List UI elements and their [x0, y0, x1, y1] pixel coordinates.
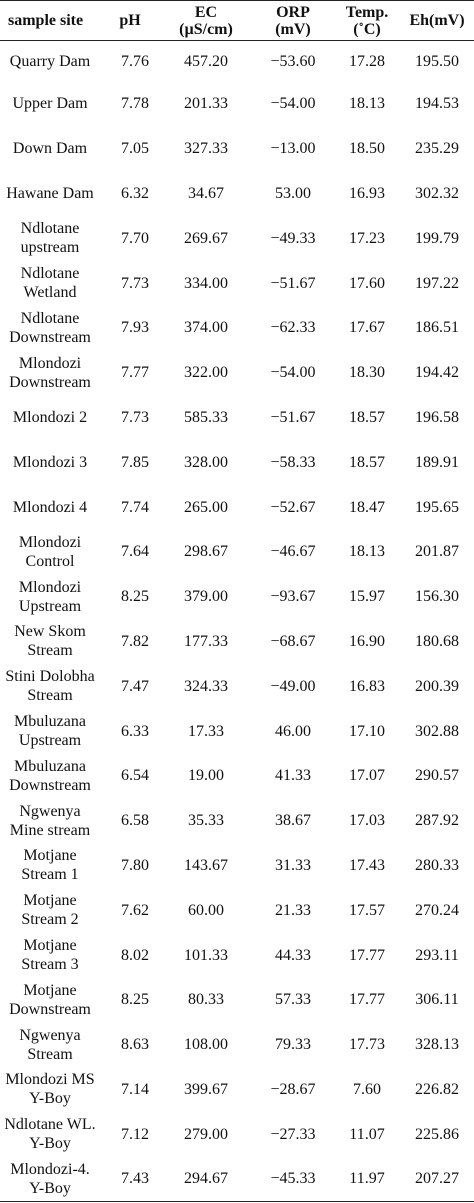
- cell-ec: 322.00: [184, 364, 228, 382]
- table-row: [0, 126, 474, 171]
- cell-eh: 195.65: [415, 498, 459, 516]
- cell-eh: 270.24: [415, 901, 459, 919]
- cell-site: Ndlotane Wetland: [20, 265, 80, 302]
- cell-ph: 7.64: [121, 543, 149, 561]
- cell-orp: 57.33: [275, 991, 311, 1009]
- cell-orp: 21.33: [275, 901, 311, 919]
- cell-eh: 201.87: [415, 543, 459, 561]
- cell-temp: 15.97: [349, 588, 385, 606]
- cell-orp: −52.67: [270, 498, 316, 516]
- cell-temp: 16.90: [349, 632, 385, 650]
- cell-eh: 293.11: [415, 946, 459, 964]
- table-row: [0, 798, 474, 843]
- cell-ph: 7.82: [121, 632, 149, 650]
- cell-site: Motjane Stream 2: [21, 892, 79, 929]
- table-row: [0, 305, 474, 350]
- cell-site: Motjane Stream 1: [21, 847, 79, 884]
- cell-temp: 18.13: [349, 95, 385, 113]
- cell-temp: 16.93: [349, 184, 385, 202]
- cell-ph: 6.54: [121, 767, 149, 785]
- cell-site: Ngwenya Mine stream: [9, 802, 91, 839]
- cell-temp: 17.57: [349, 901, 385, 919]
- cell-site: Mlondozi 3: [12, 453, 88, 471]
- header-temp: [334, 1, 400, 41]
- cell-ph: 7.73: [121, 408, 149, 426]
- cell-ec: 34.67: [188, 184, 224, 202]
- cell-site: Ndlotane upstream: [20, 220, 80, 257]
- cell-ph: 7.70: [121, 229, 149, 247]
- cell-eh: 196.58: [415, 408, 459, 426]
- header-orp-label: ORP: [276, 3, 310, 21]
- cell-temp: 17.28: [349, 52, 385, 70]
- cell-site: Mlondozi-4. Y-Boy: [10, 1160, 90, 1197]
- cell-eh: 287.92: [415, 812, 459, 830]
- cell-ph: 7.74: [121, 498, 149, 516]
- cell-orp: −49.00: [270, 677, 316, 695]
- cell-temp: 18.13: [349, 543, 385, 561]
- cell-temp: 17.07: [349, 767, 385, 785]
- table-row: [0, 1157, 474, 1202]
- cell-ph: 7.78: [121, 95, 149, 113]
- cell-temp: 17.77: [349, 946, 385, 964]
- cell-ec: 279.00: [184, 1125, 228, 1143]
- cell-site: Mlondozi Downstream: [9, 354, 91, 391]
- table-row: [0, 440, 474, 485]
- cell-temp: 17.03: [349, 812, 385, 830]
- cell-site: Mlondozi 4: [12, 498, 88, 516]
- cell-orp: −51.67: [270, 274, 316, 292]
- cell-ec: 19.00: [188, 767, 224, 785]
- cell-eh: 186.51: [415, 319, 459, 337]
- cell-ec: 328.00: [184, 453, 228, 471]
- cell-site: Stini Dolobha Stream: [5, 668, 95, 705]
- cell-ec: 457.20: [184, 52, 228, 70]
- cell-ec: 294.67: [184, 1170, 228, 1188]
- cell-site: Upper Dam: [12, 95, 88, 113]
- cell-temp: 18.57: [349, 408, 385, 426]
- cell-ec: 324.33: [184, 677, 228, 695]
- header-temp-unit: (˚C): [353, 20, 381, 38]
- cell-ph: 8.02: [121, 946, 149, 964]
- cell-ec: 60.00: [188, 901, 224, 919]
- cell-site: Motjane Stream 3: [21, 937, 79, 974]
- cell-ph: 7.14: [121, 1080, 149, 1098]
- cell-eh: 194.42: [415, 364, 459, 382]
- cell-ph: 8.63: [121, 1036, 149, 1054]
- cell-eh: 200.39: [415, 677, 459, 695]
- header-ec-label: EC: [194, 3, 218, 21]
- table-row: [0, 395, 474, 440]
- cell-ec: 201.33: [184, 95, 228, 113]
- cell-orp: −49.33: [270, 229, 316, 247]
- table-row: [0, 664, 474, 709]
- cell-temp: 17.77: [349, 991, 385, 1009]
- table-row: [0, 82, 474, 127]
- table-row: [0, 216, 474, 261]
- cell-eh: 302.32: [415, 184, 459, 202]
- cell-eh: 226.82: [415, 1080, 459, 1098]
- cell-orp: −62.33: [270, 319, 316, 337]
- cell-ph: 7.76: [121, 52, 149, 70]
- cell-orp: −54.00: [270, 364, 316, 382]
- cell-orp: 46.00: [275, 722, 311, 740]
- header-sample-site: sample site: [8, 12, 84, 29]
- cell-orp: 38.67: [275, 812, 311, 830]
- cell-orp: −28.67: [270, 1080, 316, 1098]
- table-row: [0, 843, 474, 888]
- cell-orp: −46.67: [270, 543, 316, 561]
- cell-ec: 399.67: [184, 1080, 228, 1098]
- cell-temp: 11.97: [349, 1170, 385, 1188]
- cell-site: Mlondozi Upstream: [18, 578, 82, 615]
- cell-temp: 18.30: [349, 364, 385, 382]
- cell-site: Ndlotane WL. Y-Boy: [4, 1116, 96, 1153]
- cell-orp: −54.00: [270, 95, 316, 113]
- table-row: [0, 485, 474, 530]
- cell-site: Motjane Downstream: [9, 981, 91, 1018]
- cell-site: Ngwenya Stream: [19, 1026, 81, 1063]
- header-ec-unit: (µS/cm): [179, 20, 233, 38]
- table-row: [0, 1067, 474, 1112]
- cell-temp: 17.23: [349, 229, 385, 247]
- cell-ec: 101.33: [184, 946, 228, 964]
- cell-site: Quarry Dam: [9, 52, 91, 70]
- cell-site: New Skom Stream: [14, 623, 86, 660]
- cell-ec: 334.00: [184, 274, 228, 292]
- header-eh: Eh(mV): [409, 12, 465, 29]
- cell-orp: −68.67: [270, 632, 316, 650]
- header-ph: pH: [119, 12, 141, 29]
- cell-eh: 195.50: [415, 52, 459, 70]
- cell-site: Mbuluzana Downstream: [9, 757, 91, 794]
- cell-site: Mlondozi Control: [18, 533, 82, 570]
- cell-ec: 265.00: [184, 498, 228, 516]
- cell-ph: 6.33: [121, 722, 149, 740]
- header-ec: [160, 1, 252, 41]
- table-row: [0, 574, 474, 619]
- cell-ec: 269.67: [184, 229, 228, 247]
- cell-temp: 7.60: [353, 1080, 381, 1098]
- cell-eh: 280.33: [415, 856, 459, 874]
- cell-ph: 7.85: [121, 453, 149, 471]
- cell-ph: 8.25: [121, 588, 149, 606]
- cell-ec: 298.67: [184, 543, 228, 561]
- cell-eh: 306.11: [415, 991, 459, 1009]
- cell-ph: 7.77: [121, 364, 149, 382]
- cell-eh: 156.30: [415, 588, 459, 606]
- table-row: [0, 709, 474, 754]
- cell-eh: 328.13: [415, 1036, 459, 1054]
- cell-orp: 31.33: [275, 856, 311, 874]
- header-row: [0, 1, 474, 41]
- cell-temp: 11.07: [349, 1125, 385, 1143]
- cell-eh: 197.22: [415, 274, 459, 292]
- cell-temp: 17.60: [349, 274, 385, 292]
- table-row: [0, 41, 474, 82]
- table-row: [0, 933, 474, 978]
- cell-ph: 7.05: [121, 140, 149, 158]
- cell-ph: 7.80: [121, 856, 149, 874]
- cell-eh: 235.29: [415, 140, 459, 158]
- cell-site: Down Dam: [12, 140, 88, 158]
- cell-eh: 207.27: [415, 1170, 459, 1188]
- table-row: [0, 261, 474, 306]
- cell-orp: 53.00: [275, 184, 311, 202]
- cell-ph: 7.93: [121, 319, 149, 337]
- cell-ec: 35.33: [188, 812, 224, 830]
- cell-ph: 8.25: [121, 991, 149, 1009]
- cell-orp: −51.67: [270, 408, 316, 426]
- cell-orp: −93.67: [270, 588, 316, 606]
- cell-orp: −53.60: [270, 52, 316, 70]
- cell-site: Mbuluzana Upstream: [14, 713, 86, 750]
- cell-ec: 374.00: [184, 319, 228, 337]
- table-row: [0, 1022, 474, 1067]
- cell-temp: 16.83: [349, 677, 385, 695]
- cell-temp: 17.10: [349, 722, 385, 740]
- cell-ec: 379.00: [184, 588, 228, 606]
- table-row: [0, 888, 474, 933]
- table-body: [0, 41, 474, 1202]
- cell-orp: 79.33: [275, 1036, 311, 1054]
- cell-orp: −58.33: [270, 453, 316, 471]
- table-row: [0, 171, 474, 216]
- cell-ec: 327.33: [184, 140, 228, 158]
- cell-temp: 17.67: [349, 319, 385, 337]
- header-orp: [252, 1, 334, 41]
- cell-orp: −45.33: [270, 1170, 316, 1188]
- cell-temp: 18.50: [349, 140, 385, 158]
- header-orp-unit: (mV): [275, 20, 311, 38]
- table-row: [0, 529, 474, 574]
- cell-ph: 7.12: [121, 1125, 149, 1143]
- cell-ph: 7.73: [121, 274, 149, 292]
- cell-ph: 7.62: [121, 901, 149, 919]
- cell-ec: 177.33: [184, 632, 228, 650]
- cell-orp: −13.00: [270, 140, 316, 158]
- cell-ec: 80.33: [188, 991, 224, 1009]
- cell-ph: 6.58: [121, 812, 149, 830]
- cell-orp: 44.33: [275, 946, 311, 964]
- table-row: [0, 350, 474, 395]
- table-row: [0, 619, 474, 664]
- cell-temp: 17.73: [349, 1036, 385, 1054]
- cell-ph: 6.32: [121, 184, 149, 202]
- cell-ec: 17.33: [188, 722, 224, 740]
- cell-ec: 143.67: [184, 856, 228, 874]
- cell-orp: −27.33: [270, 1125, 316, 1143]
- table-row: [0, 753, 474, 798]
- cell-site: Hawane Dam: [6, 184, 94, 202]
- cell-site: Mlondozi 2: [12, 408, 88, 426]
- table-row: [0, 977, 474, 1022]
- cell-eh: 302.88: [415, 722, 459, 740]
- cell-eh: 290.57: [415, 767, 459, 785]
- cell-eh: 189.91: [415, 453, 459, 471]
- cell-eh: 180.68: [415, 632, 459, 650]
- cell-site: Mlondozi MS Y-Boy: [5, 1071, 95, 1108]
- cell-ec: 108.00: [184, 1036, 228, 1054]
- table-row: [0, 1112, 474, 1157]
- cell-temp: 18.47: [349, 498, 385, 516]
- cell-temp: 18.57: [349, 453, 385, 471]
- cell-eh: 194.53: [415, 95, 459, 113]
- cell-temp: 17.43: [349, 856, 385, 874]
- cell-ph: 7.43: [121, 1170, 149, 1188]
- cell-eh: 225.86: [415, 1125, 459, 1143]
- cell-ph: 7.47: [121, 677, 149, 695]
- cell-eh: 199.79: [415, 229, 459, 247]
- cell-ec: 585.33: [184, 408, 228, 426]
- cell-site: Ndlotane Downstream: [9, 309, 91, 346]
- cell-orp: 41.33: [275, 767, 311, 785]
- table-header: [0, 1, 474, 41]
- header-temp-label: Temp.: [345, 3, 389, 21]
